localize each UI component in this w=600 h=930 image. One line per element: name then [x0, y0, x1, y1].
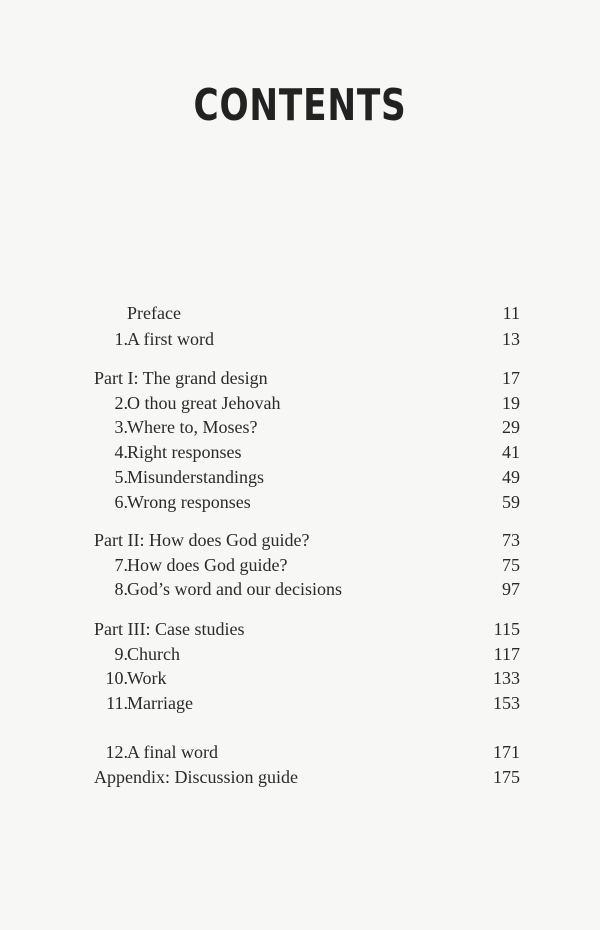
toc-part-2[interactable]: [94, 528, 520, 552]
toc-page: 59: [502, 492, 520, 512]
toc-number: 12.: [105, 742, 128, 762]
toc-entry-4[interactable]: [94, 440, 520, 464]
toc-number: 3.: [114, 417, 128, 437]
toc-entry-9[interactable]: [94, 642, 520, 666]
toc-page: 19: [502, 393, 520, 413]
toc-label: A first word: [127, 329, 214, 349]
toc-entry-11[interactable]: [94, 691, 520, 715]
toc-page: 29: [502, 417, 520, 437]
toc-label: Marriage: [127, 693, 193, 713]
toc-label: How does God guide?: [127, 555, 288, 575]
toc-number: 10.: [105, 668, 128, 688]
toc-label: Misunderstandings: [127, 467, 264, 487]
toc-entry-10[interactable]: [94, 666, 520, 690]
toc-number: 9.: [114, 644, 128, 664]
toc-label: Appendix: Discussion guide: [94, 767, 298, 787]
toc-page: 133: [493, 668, 520, 688]
toc-part-3[interactable]: [94, 617, 520, 641]
toc-entry-1[interactable]: [94, 327, 520, 351]
toc-label: Where to, Moses?: [127, 417, 258, 437]
toc-label: Part II: How does God guide?: [94, 530, 310, 550]
toc-label: Part III: Case studies: [94, 619, 245, 639]
toc-label: O thou great Jehovah: [127, 393, 281, 413]
toc-number: 4.: [114, 442, 128, 462]
toc-number: 6.: [114, 492, 128, 512]
toc-number: 5.: [114, 467, 128, 487]
toc-label: Part I: The grand design: [94, 368, 268, 388]
toc-label: Right responses: [127, 442, 242, 462]
toc-entry-12[interactable]: [94, 740, 520, 764]
toc-entry-6[interactable]: [94, 490, 520, 514]
toc-label: Church: [127, 644, 180, 664]
toc-page: 49: [502, 467, 520, 487]
toc-page: 171: [493, 742, 520, 762]
toc-page: 153: [493, 693, 520, 713]
toc-page: 117: [493, 644, 520, 664]
toc-page: 41: [502, 442, 520, 462]
toc-page: 175: [493, 767, 520, 787]
toc-entry-5[interactable]: [94, 465, 520, 489]
toc-entry-7[interactable]: [94, 553, 520, 577]
toc-entry-appendix[interactable]: [94, 765, 520, 789]
toc-number: 11.: [106, 693, 128, 713]
toc-label: A final word: [127, 742, 218, 762]
toc-part-1[interactable]: [94, 366, 520, 390]
toc-page: 75: [502, 555, 520, 575]
page-title: CONTENTS: [193, 80, 407, 131]
toc-page: 115: [493, 619, 520, 639]
toc-entry-8[interactable]: [94, 577, 520, 601]
toc-entry-3[interactable]: [94, 415, 520, 439]
toc-page: 17: [502, 368, 520, 388]
toc-page: 73: [502, 530, 520, 550]
toc-number: 8.: [114, 579, 128, 599]
toc-number: 7.: [114, 555, 128, 575]
toc-entry-preface[interactable]: [94, 301, 520, 325]
toc-page: 97: [502, 579, 520, 599]
toc-entry-2[interactable]: [94, 391, 520, 415]
toc-number: 1.: [114, 329, 128, 349]
toc-number: 2.: [114, 393, 128, 413]
toc-label: Work: [127, 668, 167, 688]
toc-page: 11: [502, 303, 520, 323]
toc-label: Preface: [127, 303, 181, 323]
toc-label: God’s word and our decisions: [127, 579, 342, 599]
toc-label: Wrong responses: [127, 492, 251, 512]
toc-page: 13: [502, 329, 520, 349]
